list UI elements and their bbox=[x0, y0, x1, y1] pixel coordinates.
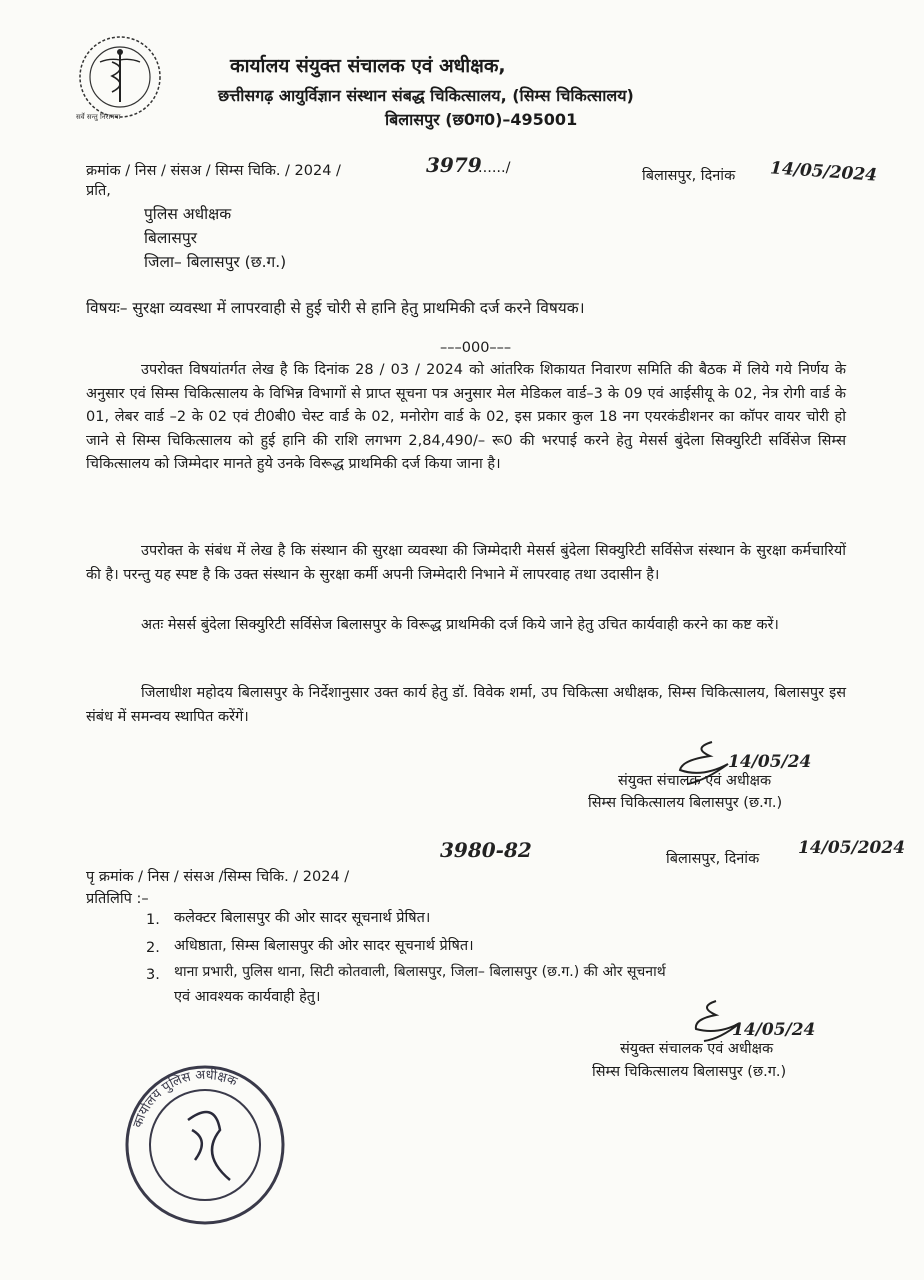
signature1-title: संयुक्त संचालक एवं अधीक्षक bbox=[618, 773, 772, 789]
copy-item-2-number: 2. bbox=[146, 940, 160, 956]
reference-prefix: क्रमांक / निस / संसअ / सिम्स चिकि. / 2024 / bbox=[86, 163, 341, 179]
paragraph-3: अतः मेसर्स बुंदेला सिक्युरिटी सर्विसेज बिलासपुर के विरूद्ध प्राथमिकी दर्ज किये जाने हेतु उचित कार्यवाही करने का कष्ट करें। bbox=[141, 617, 779, 633]
institute-name: छत्तीसगढ़ आयुर्विज्ञान संस्थान संबद्ध चिकित्सालय, (सिम्स चिकित्सालय) bbox=[218, 86, 634, 105]
copy-item-3-number: 3. bbox=[146, 967, 160, 983]
reference-suffix: ....../ bbox=[478, 160, 511, 176]
recipient-line3: जिला– बिलासपुर (छ.ग.) bbox=[144, 253, 287, 271]
signature1-date: 14/05/24 bbox=[728, 752, 812, 772]
paragraph-4: जिलाधीश महोदय बिलासपुर के निर्देशानुसार उक्त कार्य हेतु डॉ. विवेक शर्मा, उप चिकित्सा अधीक्षक, सिम्स चिकित्सालय, बिलासपुर इस संबंध में समन्वय स्थापित करेंगें। bbox=[86, 685, 846, 725]
signature2-org: सिम्स चिकित्सालय बिलासपुर (छ.ग.) bbox=[592, 1064, 787, 1080]
signature2-title: संयुक्त संचालक एवं अधीक्षक bbox=[620, 1041, 774, 1057]
subject-line: विषयः– सुरक्षा व्यवस्था में लापरवाही से हुई चोरी से हानि हेतु प्राथमिकी दर्ज करने विषयक। bbox=[86, 299, 585, 317]
recipient-line1: पुलिस अधीक्षक bbox=[144, 205, 232, 223]
copy-item-1-number: 1. bbox=[146, 912, 160, 928]
copy-reference-number: 3980-82 bbox=[440, 838, 532, 862]
reference-number: 3979 bbox=[426, 153, 482, 177]
date-label: बिलासपुर, दिनांक bbox=[642, 168, 736, 184]
paragraph-2: उपरोक्त के संबंध में लेख है कि संस्थान की सुरक्षा व्यवस्था की जिम्मेदारी मेसर्स बुंदेला सिक्युरिटी सर्विसेज संस्थान के सुरक्षा कर्मचारियों की है। परन्तु यह स्पष्ट है कि उक्त संस्थान के सुरक्षा कर्मी अपनी जिम्मेदारी निभाने में लापरवाह तथा उदासीन है। bbox=[86, 543, 846, 583]
institute-address: बिलासपुर (छ0ग0)–495001 bbox=[385, 110, 578, 129]
copy-item-3-text: थाना प्रभारी, पुलिस थाना, सिटी कोतवाली, बिलासपुर, जिला– बिलासपुर (छ.ग.) की ओर सूचनार्थ bbox=[174, 964, 666, 980]
emblem-caption: सर्वे सन्तु निरामया bbox=[76, 113, 121, 121]
section-divider: –––000––– bbox=[440, 340, 512, 356]
signature1-org: सिम्स चिकित्सालय बिलासपुर (छ.ग.) bbox=[588, 795, 783, 811]
copy-item-2-text: अधिष्ठाता, सिम्स बिलासपुर की ओर सादर सूचनार्थ प्रेषित। bbox=[174, 938, 474, 954]
copy-reference-prefix: पृ क्रमांक / निस / संसअ /सिम्स चिकि. / 2024 / bbox=[86, 869, 350, 885]
copy-label: प्रतिलिपि :– bbox=[86, 891, 149, 907]
paragraph-1: उपरोक्त विषयांतर्गत लेख है कि दिनांक 28 / 03 / 2024 को आंतरिक शिकायत निवारण समिति की बैठक में लिये गये निर्णय के अनुसार एवं सिम्स चिकित्सालय के विभिन्न विभागों से प्राप्त सूचना पत्र अनुसार मेल मेडिकल वार्ड–3 के 09 एवं आईसीयू के 02, नेत्र रोगी वार्ड के 01, लेबर वार्ड –2 के 02 एवं टी0बी0 चेस्ट वार्ड के 02, मनोरोग वार्ड के 02, इस प्रकार कुल 18 नग एयरकंडीशनर का कॉपर वायर चोरी हो जाने से सिम्स चिकित्सालय को हुई हानि की राशि लगभग 2,84,490/– रू0 की भरपाई करने हेतु मेसर्स बुंदेला सिक्युरिटी सर्विसेज सिम्स चिकित्सालय को जिम्मेदार मानते हुये उनके विरूद्ध प्राथमिकी दर्ज किया जाना है। bbox=[86, 362, 846, 472]
prati-label: प्रति, bbox=[86, 183, 111, 199]
police-office-stamp bbox=[120, 1060, 290, 1230]
stamp-text: कार्यालय पुलिस अधीक्षक bbox=[130, 1067, 240, 1130]
svg-text:कार्यालय पुलिस अधीक्षक bbox=[130, 1067, 240, 1130]
copy-date-label: बिलासपुर, दिनांक bbox=[666, 851, 760, 867]
copy-item-1-text: कलेक्टर बिलासपुर की ओर सादर सूचनार्थ प्रेषित। bbox=[174, 910, 431, 926]
signature2-date: 14/05/24 bbox=[732, 1020, 816, 1040]
recipient-line2: बिलासपुर bbox=[144, 229, 198, 247]
copy-date-value: 14/05/2024 bbox=[798, 838, 906, 858]
office-title: कार्यालय संयुक्त संचालक एवं अधीक्षक, bbox=[230, 55, 506, 77]
copy-item-3-continuation: एवं आवश्यक कार्यवाही हेतु। bbox=[174, 989, 321, 1005]
date-value: 14/05/2024 bbox=[769, 158, 878, 186]
